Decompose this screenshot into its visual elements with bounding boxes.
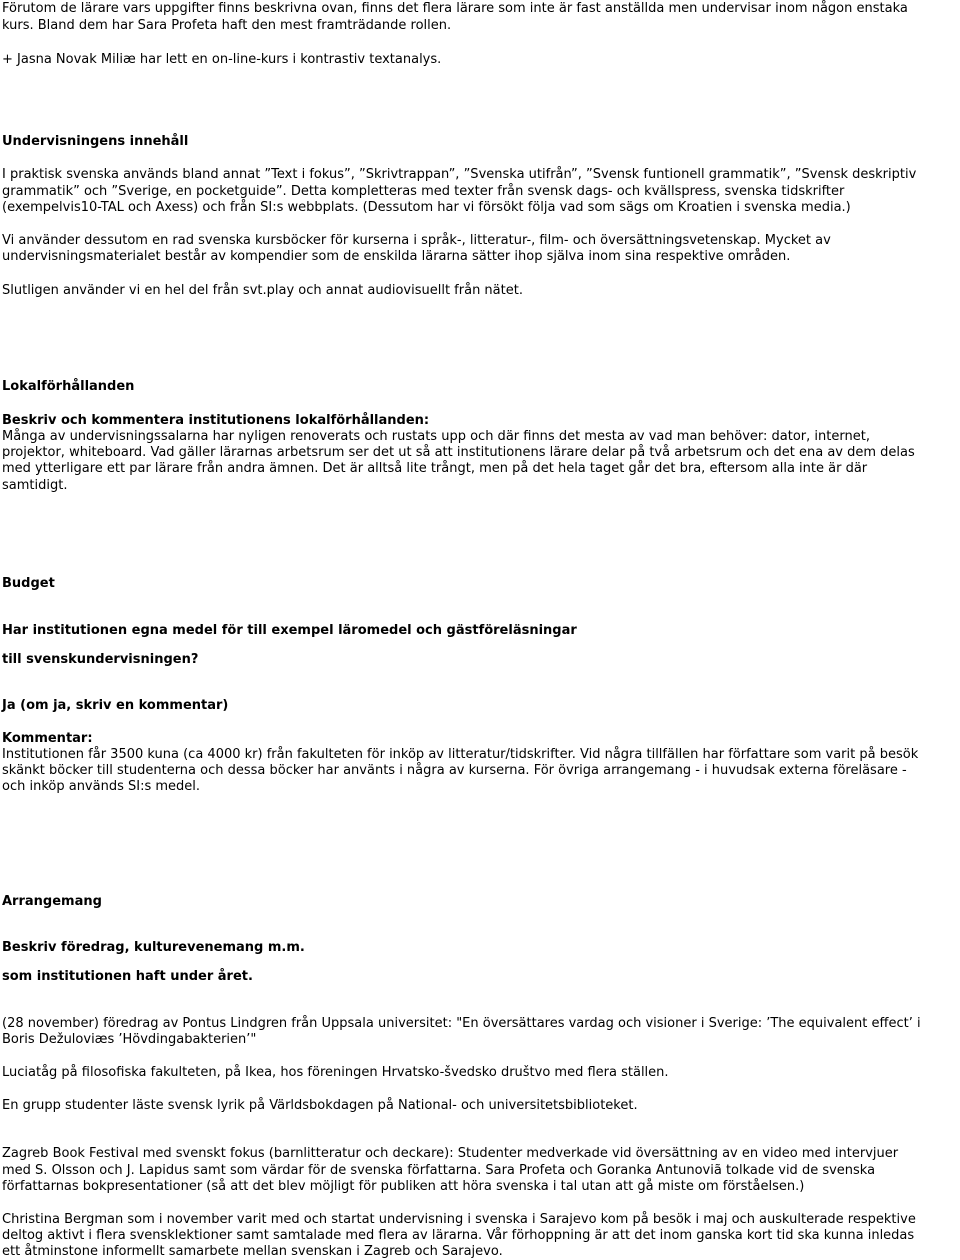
paragraph-line: Institutionen får 3500 kuna (ca 4000 kr) från fakulteten för inköp av litteratur/tidskrifter. Vid några tillfällen har författare som varit på besök	[2, 747, 919, 762]
heading-lokalforhallanden: Lokalförhållanden	[2, 379, 135, 394]
paragraph-line: projektor, whiteboard. Vad gäller lärarnas arbetsrum ser det ut så att institutionens lärare delar på två arbetsrum och det ena av dem delas	[2, 445, 915, 460]
paragraph-line: författarnas bokpresentationer (så att det blev möjligt för publiken att höra svenska i tal utan att gå miste om förståelsen.)	[2, 1179, 805, 1194]
question-lokalforhallanden: Beskriv och kommentera institutionens lokalförhållanden:	[2, 413, 430, 428]
question-arrangemang: Beskriv föredrag, kulturevenemang m.m.	[2, 940, 305, 955]
heading-budget: Budget	[2, 576, 55, 591]
paragraph-line: (28 november) föredrag av Pontus Lindgren från Uppsala universitet: "En översättares vardag och visioner i Sverige: ’The equivalent effect’ i	[2, 1016, 921, 1031]
paragraph-line: (exempelvis10-TAL och Axess) och från SI:s webbplats. (Dessutom har vi försökt följa vad som sägs om Kroatien i svenska media.)	[2, 200, 851, 215]
question-arrangemang-cont: som institutionen haft under året.	[2, 969, 253, 984]
paragraph-line: ett åtminstone informellt samarbete mellan svenskan i Zagreb och Sarajevo.	[2, 1244, 503, 1259]
paragraph-line: Boris Dežuloviæs ’Hövdingabakterien’"	[2, 1032, 257, 1047]
paragraph-line: grammatik” och ”Sverige, en pocketguide”. Detta kompletteras med texter från svensk dags- och kvällspress, svenska tidskrifter	[2, 184, 845, 199]
paragraph-line: med ytterligare ett par lärare från andra ämnen. Det är alltså lite trångt, men på det hela taget går det bra, eftersom alla inte är där	[2, 461, 868, 476]
paragraph-line: undervisningsmaterialet består av kompendier som de enskilda lärarna sätter ihop själva inom sina respektive områden.	[2, 249, 791, 264]
paragraph-line: Många av undervisningssalarna har nyligen renoverats och rustats upp och där finns det mesta av vad man behöver: dator, internet,	[2, 429, 870, 444]
paragraph-line: samtidigt.	[2, 478, 68, 493]
paragraph-line: I praktisk svenska används bland annat ”Text i fokus”, ”Skrivtrappan”, ”Svenska utifrån”, ”Svensk funtionell grammatik”, ”Svensk deskriptiv	[2, 167, 917, 182]
paragraph-line: och inköp används SI:s medel.	[2, 779, 201, 794]
paragraph-line: Luciatåg på filosofiska fakulteten, på Ikea, hos föreningen Hrvatsko-švedsko društvo med flera ställen.	[2, 1065, 669, 1080]
paragraph-line: Christina Bergman som i november varit med och startat undervisning i svenska i Sarajevo kom på besök i maj och auskulterade respektive	[2, 1212, 916, 1227]
paragraph-line: En grupp studenter läste svensk lyrik på Världsbokdagen på National- och universitetsbiblioteket.	[2, 1098, 638, 1113]
paragraph-line: + Jasna Novak Miliæ har lett en on-line-kurs i kontrastiv textanalys.	[2, 52, 442, 67]
paragraph-line: Zagreb Book Festival med svenskt fokus (barnlitteratur och deckare): Studenter medverkade vid översättning av en video med intervjuer	[2, 1146, 899, 1161]
heading-arrangemang: Arrangemang	[2, 894, 102, 909]
answer-label: Ja (om ja, skriv en kommentar)	[2, 698, 229, 713]
paragraph-line: kurs. Bland dem har Sara Profeta haft den mest framträdande rollen.	[2, 18, 452, 33]
heading-undervisningens-innehall: Undervisningens innehåll	[2, 134, 189, 149]
question-budget-cont: till svenskundervisningen?	[2, 652, 199, 667]
paragraph-line: deltog aktivt i flera svensklektioner samt samtalade med flera av lärarna. Vår förhoppning är att det inom ganska kort tid ska kunna inledas	[2, 1228, 915, 1243]
paragraph-line: Vi använder dessutom en rad svenska kursböcker för kurserna i språk-, litteratur-, film- och översättningsvetenskap. Mycket av	[2, 233, 831, 248]
paragraph-line: skänkt böcker till studenterna och dessa böcker har använts i några av kurserna. För övriga arrangemang - i huvudsak externa föreläsare -	[2, 763, 907, 778]
comment-label: Kommentar:	[2, 731, 93, 746]
paragraph-line: Slutligen använder vi en hel del från svt.play och annat audiovisuellt från nätet.	[2, 283, 523, 298]
paragraph-line: med S. Olsson och J. Lapidus samt som värdar för de svenska författarna. Sara Profeta och Goranka Antunoviã tolkade vid de svenska	[2, 1163, 876, 1178]
question-budget: Har institutionen egna medel för till exempel läromedel och gästföreläsningar	[2, 623, 577, 638]
paragraph-line: Förutom de lärare vars uppgifter finns beskrivna ovan, finns det flera lärare som inte är fast anställda men undervisar inom någon enstaka	[2, 1, 908, 16]
